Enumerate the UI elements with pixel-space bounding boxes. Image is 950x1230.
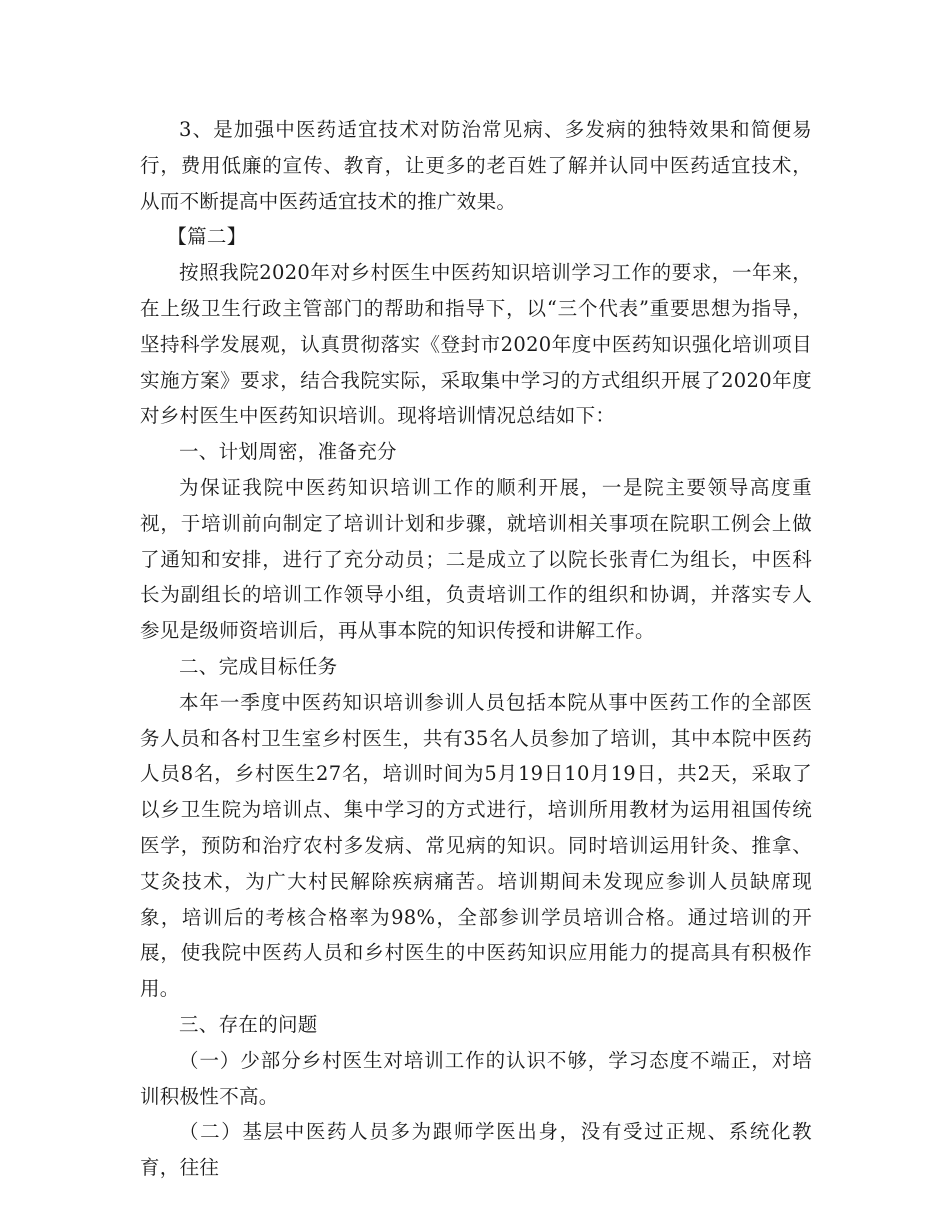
section-heading-part-two: 【篇二】 [167,225,247,249]
section-heading-3: 三、存在的问题 [179,1012,318,1036]
paragraph-section-1: 为保证我院中医药知识培训工作的顺利开展，一是院主要领导高度重视，于培训前向制定了培训计划和步骤，就培训相关事项在院职工例会上做了通知和安排，进行了充分动员；二是成立了以院长张青仁为组长，中医科长为副组长的培训工作领导小组，负责培训工作的组织和协调，并落实专人参见是级师资培训后，再从事本院的知识传授和讲解工作。 [140,475,812,643]
document-page [140,112,812,1186]
paragraph-intro: 按照我院2020年对乡村医生中医药知识培训学习工作的要求，一年来，在上级卫生行政主管部门的帮助和指导下，以“三个代表”重要思想为指导，坚持科学发展观，认真贯彻落实《登封市2020年度中医药知识强化培训项目实施方案》要求，结合我院实际，采取集中学习的方式组织开展了2020年度对乡村医生中医药知识培训。现将培训情况总结如下： [140,261,812,428]
section-heading-2: 二、完成目标任务 [179,654,338,678]
paragraph-section-2: 本年一季度中医药知识培训参训人员包括本院从事中医药工作的全部医务人员和各村卫生室乡村医生，共有35名人员参加了培训，其中本院中医药人员8名，乡村医生27名，培训时间为5月19日10月19日，共2天，采取了以乡卫生院为培训点、集中学习的方式进行，培训所用教材为运用祖国传统医学，预防和治疗农村多发病、常见病的知识。同时培训运用针灸、推拿、艾灸技术，为广大村民解除疾病痛苦。培训期间未发现应参训人员缺席现象，培训后的考核合格率为98%，全部参训学员培训合格。通过培训的开展，使我院中医药人员和乡村医生的中医药知识应用能力的提高具有积极作用。 [140,690,812,1001]
paragraph-issue-2: （二）基层中医药人员多为跟师学医出身，没有受过正规、系统化教育，往往 [140,1120,812,1180]
section-heading-1: 一、计划周密，准备充分 [179,440,397,464]
paragraph-issue-1: （一）少部分乡村医生对培训工作的认识不够，学习态度不端正，对培训积极性不高。 [140,1048,812,1108]
paragraph-point-3: 3、是加强中医药适宜技术对防治常见病、多发病的独特效果和简便易行，费用低廉的宣传、教育，让更多的老百姓了解并认同中医药适宜技术，从而不断提高中医药适宜技术的推广效果。 [140,118,812,213]
